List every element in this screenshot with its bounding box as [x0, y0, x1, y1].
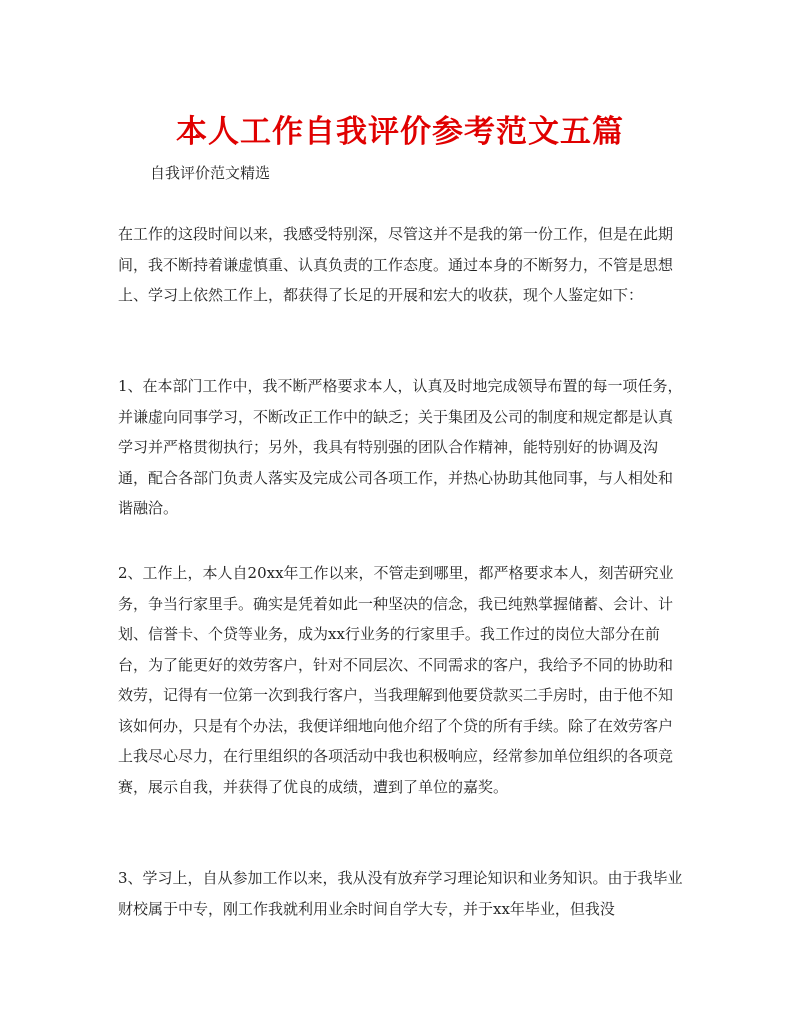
- paragraph-intro: 在工作的这段时间以来，我感受特别深，尽管这并不是我的第一份工作，但是在此期间，我不断持着谦虚慎重、认真负责的工作态度。通过本身的不断努力，不管是思想上、学习上依然工作上，都获得了长足的开展和宏大的收获，现个人鉴定如下：: [118, 225, 674, 304]
- document-subtitle: 自我评价范文精选: [150, 164, 271, 182]
- paragraph-item-1: 1、在本部门工作中，我不断严格要求本人，认真及时地完成领导布置的每一项任务，并谦虚向同事学习，不断改正工作中的缺乏；关于集团及公司的制度和规定都是认真学习并严格贯彻执行；另外，我具有特别强的团队合作精神，能特别好的协调及沟通，配合各部门负责人落实及完成公司各项工作，并热心协助其他同事，与人相处和谐融洽。: [118, 377, 683, 517]
- paragraph-item-2: 2、工作上，本人自20xx年工作以来，不管走到哪里，都严格要求本人，刻苦研究业务，争当行家里手。确实是凭着如此一种坚决的信念，我已纯熟掌握储蓄、会计、计划、信誉卡、个贷等业务，成为xx行业务的行家里手。我工作过的岗位大部分在前台，为了能更好的效劳客户，针对不同层次、不同需求的客户，我给予不同的协助和效劳，记得有一位第一次到我行客户，当我理解到他要贷款买二手房时，由于他不知该如何办，只是有个办法，我便详细地向他介绍了个贷的所有手续。除了在效劳客户上我尽心尽力，在行里组织的各项活动中我也积极响应，经常参加单位组织的各项竞赛，展示自我，并获得了优良的成绩，遭到了单位的嘉奖。: [118, 564, 674, 796]
- document-title: 本人工作自我评价参考范文五篇: [176, 114, 624, 150]
- paragraph-item-3: 3、学习上，自从参加工作以来，我从没有放弃学习理论知识和业务知识。由于我毕业财校属于中专，刚工作我就利用业余时间自学大专，并于xx年毕业，但我没: [118, 869, 683, 918]
